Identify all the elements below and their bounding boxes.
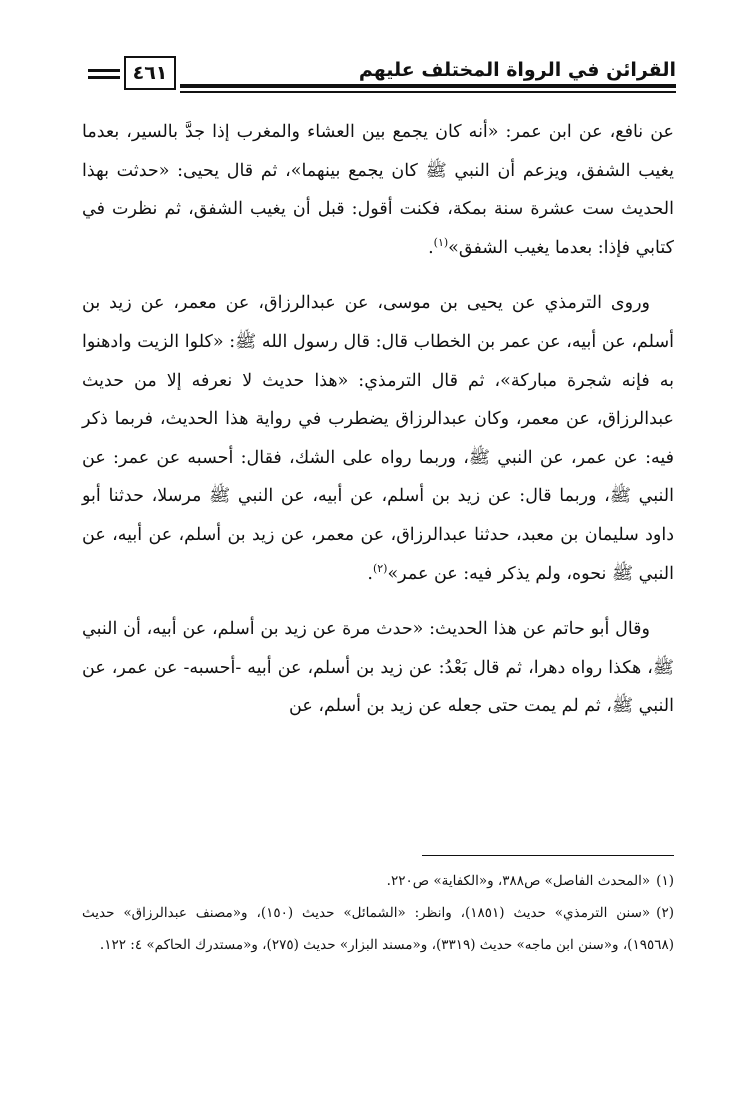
header-rule-thick [180, 84, 676, 88]
paragraph [82, 284, 674, 593]
paragraph [82, 113, 674, 267]
main-text [82, 113, 674, 726]
footnote-number: (٢) [656, 905, 674, 921]
paragraph-text: وقال أبو حاتم عن هذا الحديث: «حدث مرة عن زيد بن أسلم، عن أبيه، أن النبي ﷺ، هكذا رواه دهرا، ثم قال بَعْدُ: عن زيد بن أسلم، عن أبيه -أحسبه- عن عمر، عن النبي ﷺ، ثم لم يمت حتى جعله عن زيد بن أسلم، عن [82, 619, 674, 717]
running-header [86, 56, 676, 102]
paragraph [82, 610, 674, 726]
header-dash [88, 69, 120, 72]
header-dash [88, 76, 120, 79]
paragraph-text: وروى الترمذي عن يحيى بن موسى، عن عبدالرزاق، عن معمر، عن زيد بن أسلم، عن أبيه، عن عمر بن الخطاب قال: قال رسول الله ﷺ: «كلوا الزيت وادهنوا به فإنه شجرة مباركة»، ثم قال الترمذي: «هذا حديث لا نعرفه إلا من حديث عبدالرزاق، عن معمر، وكان عبدالرزاق يضطرب في رواية هذا الحديث، فربما ذكر فيه: عن عمر، عن النبي ﷺ، وربما رواه على الشك، فقال: أحسبه عن عمر: عن النبي ﷺ، وربما قال: عن زيد بن أسلم، عن أبيه، عن النبي ﷺ مرسلا، حدثنا أبو داود سليمان بن معبد، حدثنا عبدالرزاق، عن معمر، عن زيد بن أسلم، عن أبيه، عن النبي ﷺ نحوه، ولم يذكر فيه: عن عمر» [82, 293, 674, 584]
paragraph-end: . [367, 563, 373, 584]
page-number: ٤٦١ [132, 62, 168, 84]
page-number-box [124, 56, 176, 90]
footnote-ref: (٢) [372, 561, 388, 575]
footnote-text: «سنن الترمذي» حديث (١٨٥١)، وانظر: «الشمائل» حديث (١٥٠)، و«مصنف عبدالرزاق» حديث (١٩٥٦٨)، و«سنن ابن ماجه» حديث (٣٣١٩)، و«مسند البزار» حديث (٢٧٥)، و«مستدرك الحاكم» ٤: ١٢٢. [82, 905, 674, 953]
footnote [82, 865, 674, 897]
paragraph-text: عن نافع، عن ابن عمر: «أنه كان يجمع بين العشاء والمغرب إذا جدَّ بالسير، بعدما يغيب الشفق، ويزعم أن النبي ﷺ كان يجمع بينهما»، ثم قال يحيى: «حدثت بهذا الحديث ست عشرة سنة بمكة، فكنت أقول: قبل أن يغيب الشفق، ثم نظرت في كتابي فإذا: بعدما يغيب الشفق» [82, 122, 674, 258]
footnote [82, 897, 674, 961]
header-rule-thin [180, 91, 676, 93]
footnote-separator [422, 855, 674, 856]
book-title: القرائن في الرواة المختلف عليهم [358, 59, 676, 81]
footnote-text: «المحدث الفاصل» ص٣٨٨، و«الكفاية» ص٢٢٠. [386, 873, 651, 889]
paragraph-end: . [428, 237, 434, 258]
footnote-ref: (١) [433, 235, 449, 249]
footnotes [82, 865, 674, 961]
footnote-number: (١) [656, 873, 674, 889]
